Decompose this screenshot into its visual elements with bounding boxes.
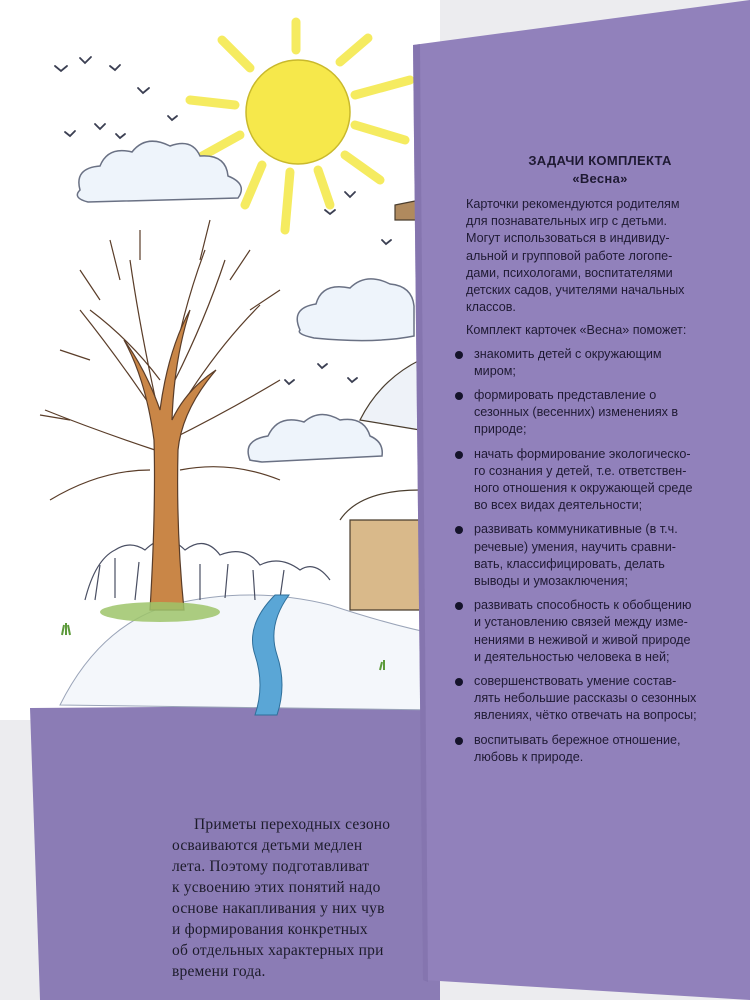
intro-line: классов. bbox=[466, 300, 516, 315]
intro-line: дами, психологами, воспитателями bbox=[466, 265, 673, 280]
list-item-line: речевые) умения, научить сравни- bbox=[474, 539, 676, 554]
bullet-icon bbox=[455, 392, 463, 400]
list-item-line: развивать коммуникативные (в т.ч. bbox=[474, 522, 678, 537]
list-item bbox=[455, 521, 740, 590]
list-item-line: развивать способность к обобщению bbox=[474, 598, 692, 613]
list-item-line: лять небольшие рассказы о сезонных bbox=[474, 691, 697, 706]
back-text-line: времени года. bbox=[172, 963, 266, 980]
list-item-line: выводы и умозаключения; bbox=[474, 574, 628, 589]
list-item bbox=[455, 732, 740, 766]
bullet-icon bbox=[455, 526, 463, 534]
back-text-line: к усвоению этих понятий надо bbox=[172, 879, 381, 896]
back-text-line: и формирования конкретных bbox=[172, 921, 368, 938]
list-item-line: знакомить детей с окружающим bbox=[474, 346, 662, 361]
intro-line: для познавательных игр с детьми. bbox=[466, 214, 668, 229]
back-text-line: осваиваются детьми медлен bbox=[172, 837, 363, 854]
back-text-line: Приметы переходных сезоно bbox=[194, 816, 391, 833]
card-subtitle: «Весна» bbox=[572, 171, 628, 186]
list-item-line: нениями в неживой и живой природе bbox=[474, 632, 691, 647]
back-text-line: об отдельных характерных при bbox=[172, 942, 384, 959]
list-item-line: начать формирование экологическо- bbox=[474, 446, 691, 461]
bullet-icon bbox=[455, 602, 463, 610]
intro-line: альной и групповой работе логопе- bbox=[466, 248, 673, 263]
list-item-line: ного отношения к окружающей среде bbox=[474, 481, 693, 496]
intro-line: Карточки рекомендуются родителям bbox=[466, 197, 680, 211]
back-text-line: лета. Поэтому подготавливат bbox=[172, 858, 370, 875]
task-list bbox=[455, 346, 740, 766]
list-item-line: миром; bbox=[474, 363, 516, 378]
back-page-text bbox=[172, 814, 422, 982]
card-title bbox=[450, 152, 750, 188]
bullet-icon bbox=[455, 351, 463, 359]
intro-line: детских садов, учителями начальных bbox=[466, 283, 685, 298]
back-text-line: основе накапливания у них чув bbox=[172, 900, 385, 917]
bullet-icon bbox=[455, 737, 463, 745]
card-body bbox=[455, 196, 740, 773]
bullet-icon bbox=[455, 451, 463, 459]
list-item bbox=[455, 597, 740, 666]
card-intro bbox=[466, 196, 740, 316]
bullet-icon bbox=[455, 678, 463, 686]
list-item bbox=[455, 673, 740, 725]
intro-line: Могут использоваться в индивиду- bbox=[466, 231, 670, 246]
list-item-line: любовь к природе. bbox=[474, 749, 584, 764]
list-item-line: формировать представление о bbox=[474, 388, 657, 403]
list-item-line: и деятельностью человека в ней; bbox=[474, 649, 670, 664]
list-item-line: во всех видах деятельности; bbox=[474, 498, 643, 513]
list-item-line: сезонных (весенних) изменениях в bbox=[474, 405, 679, 420]
list-item-line: воспитывать бережное отношение, bbox=[474, 732, 681, 747]
list-item-line: явлениях, чётко отвечать на вопросы; bbox=[474, 708, 697, 723]
list-item-line: природе; bbox=[474, 422, 527, 437]
list-item-line: и установлению связей между изме- bbox=[474, 615, 688, 630]
card-title-main: ЗАДАЧИ КОМПЛЕКТА bbox=[528, 153, 672, 168]
list-item bbox=[455, 387, 740, 439]
list-item-line: го сознания у детей, т.е. ответствен- bbox=[474, 463, 687, 478]
card-lead: Комплект карточек «Весна» поможет: bbox=[466, 323, 687, 338]
list-item-line: совершенствовать умение состав- bbox=[474, 674, 677, 689]
list-item-line: вать, классифицировать, делать bbox=[474, 556, 665, 571]
list-item bbox=[455, 446, 740, 515]
list-item bbox=[455, 346, 740, 380]
